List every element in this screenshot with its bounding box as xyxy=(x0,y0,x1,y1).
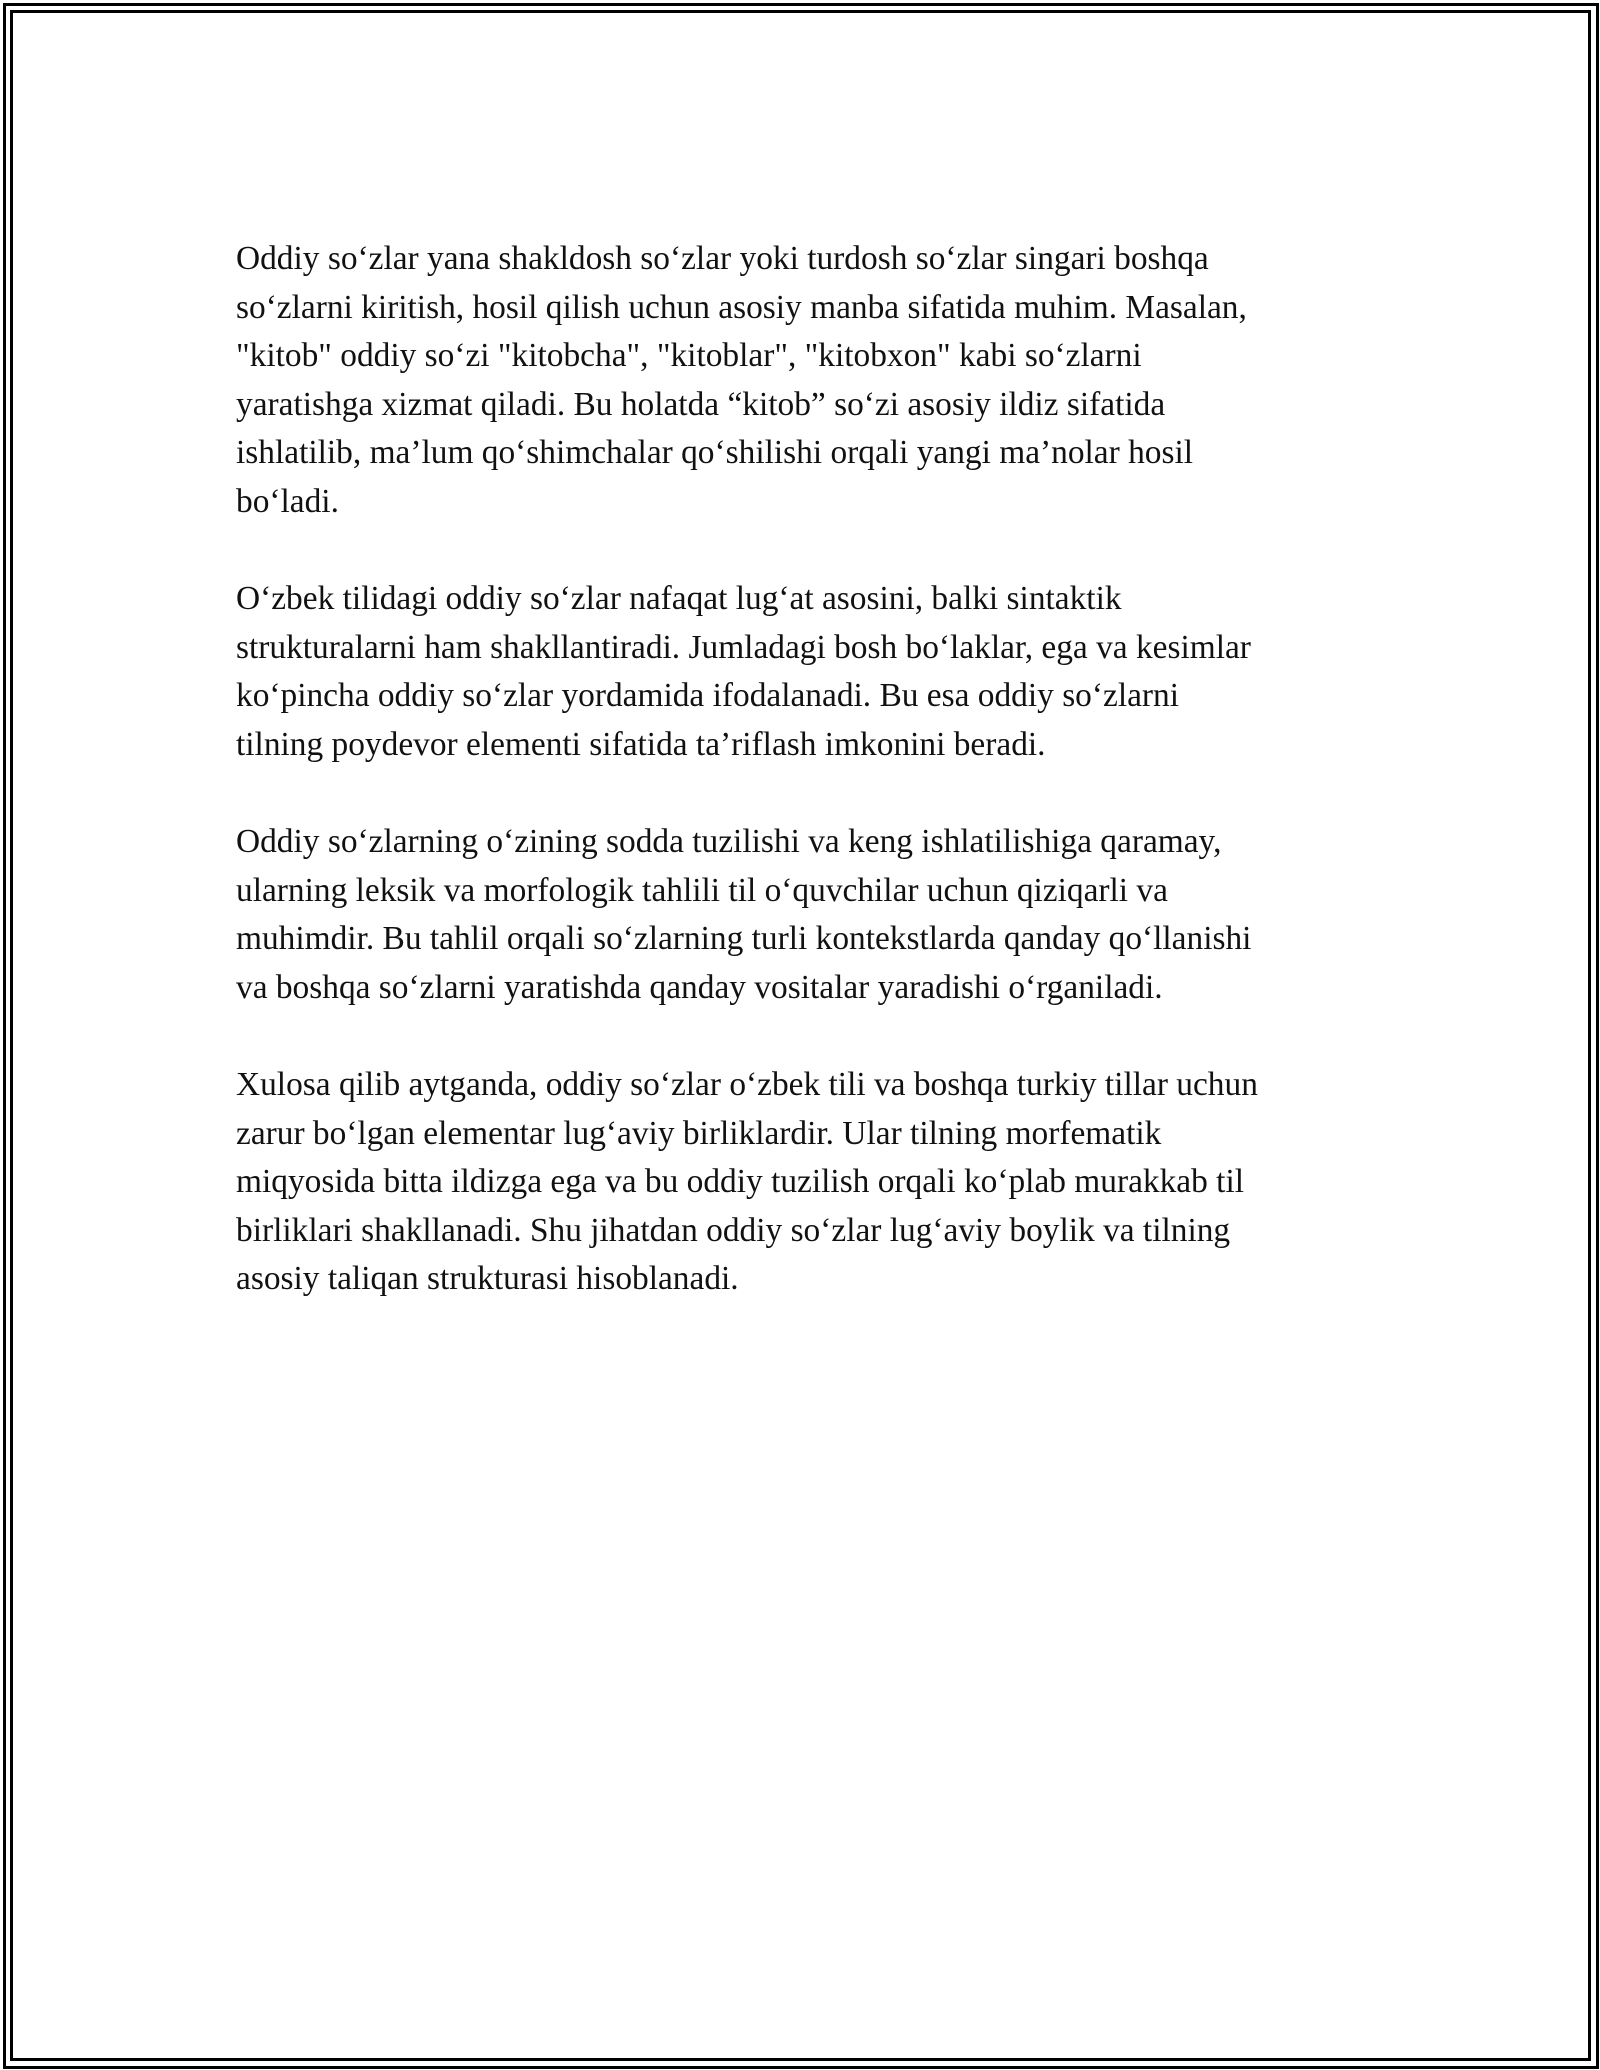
paragraph-line: O‘zbek tilidagi oddiy so‘zlar nafaqat lug‘at asosini, balki sintaktik xyxy=(236,580,1122,618)
paragraph-line: miqyosida bitta ildizga ega va bu oddiy tuzilish orqali ko‘plab murakkab til xyxy=(236,1163,1244,1201)
paragraph-line: ko‘pincha oddiy so‘zlar yordamida ifodalanadi. Bu esa oddiy so‘zlarni xyxy=(236,677,1180,715)
paragraph-line: ishlatilib, ma’lum qo‘shimchalar qo‘shilishi orqali yangi ma’nolar hosil xyxy=(236,434,1194,472)
paragraph-line: so‘zlarni kiritish, hosil qilish uchun asosiy manba sifatida muhim. Masalan, xyxy=(236,288,1247,326)
paragraph-line: bo‘ladi. xyxy=(236,482,339,520)
paragraph-line: Xulosa qilib aytganda, oddiy so‘zlar o‘zbek tili va boshqa turkiy tillar uchun xyxy=(236,1066,1258,1104)
paragraph-line: Oddiy so‘zlar yana shakldosh so‘zlar yoki turdosh so‘zlar singari boshqa xyxy=(236,240,1209,277)
paragraph-line: ularning leksik va morfologik tahlili til o‘quvchilar uchun qiziqarli va xyxy=(236,871,1168,909)
paragraph-line: muhimdir. Bu tahlil orqali so‘zlarning turli kontekstlarda qanday qo‘llanishi xyxy=(236,920,1252,958)
paragraph-3 xyxy=(236,818,1366,1012)
paragraph-line: strukturalarni ham shakllantiradi. Jumladagi bosh bo‘laklar, ega va kesimlar xyxy=(236,628,1251,666)
paragraph-1 xyxy=(236,235,1366,527)
paragraph-line: tilning poydevor elementi sifatida ta’riflash imkonini beradi. xyxy=(236,725,1046,763)
paragraph-4 xyxy=(236,1061,1366,1304)
paragraph-line: birliklari shakllanadi. Shu jihatdan oddiy so‘zlar lug‘aviy boylik va tilning xyxy=(236,1211,1231,1249)
paragraph-line: asosiy taliqan strukturasi hisoblanadi. xyxy=(236,1260,739,1298)
paragraph-line: va boshqa so‘zlarni yaratishda qanday vositalar yaradishi o‘rganiladi. xyxy=(236,968,1163,1006)
paragraph-2 xyxy=(236,575,1366,769)
document-body xyxy=(236,235,1366,1353)
paragraph-line: Oddiy so‘zlarning o‘zining sodda tuzilishi va keng ishlatilishiga qaramay, xyxy=(236,823,1222,861)
paragraph-line: zarur bo‘lgan elementar lug‘aviy birliklardir. Ular tilning morfematik xyxy=(236,1114,1162,1152)
paragraph-line: "kitob" oddiy so‘zi "kitobcha", "kitoblar", "kitobxon" kabi so‘zlarni xyxy=(236,337,1142,375)
paragraph-line: yaratishga xizmat qiladi. Bu holatda “kitob” so‘zi asosiy ildiz sifatida xyxy=(236,385,1166,423)
